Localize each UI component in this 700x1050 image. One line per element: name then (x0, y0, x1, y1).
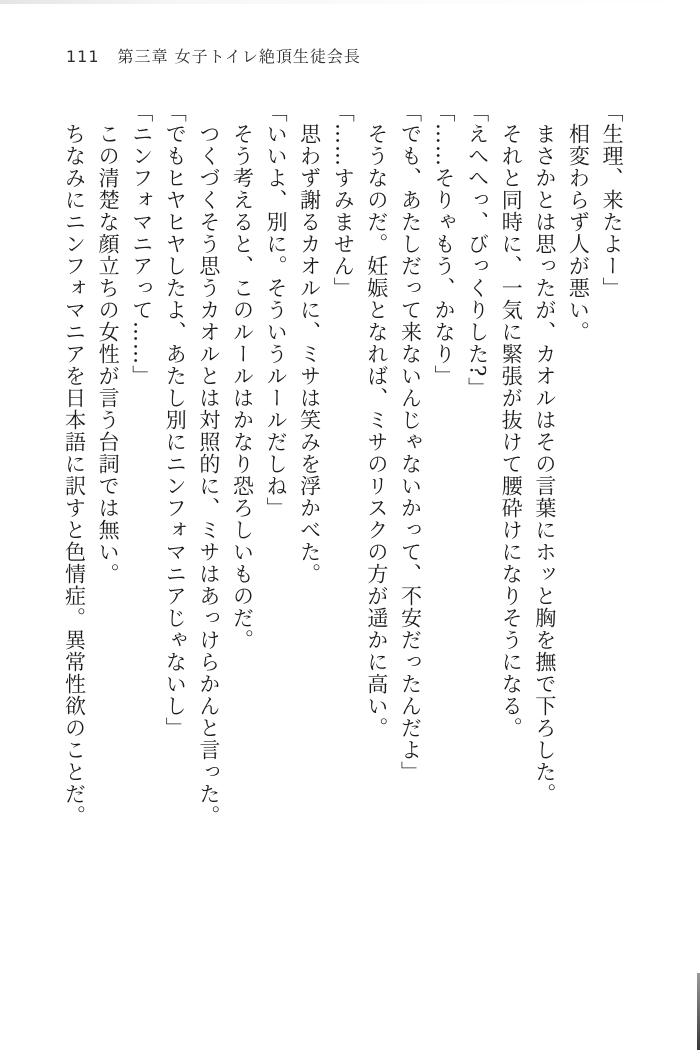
paragraph: 「でも、あたしだって来ないんじゃないかって、不安だったんだよ」 (398, 101, 423, 783)
vertical-text-block (57, 101, 628, 841)
paragraph: 「いいよ、別に。そういうルールだしね」 (264, 101, 289, 519)
chapter-title: 第三章 女子トイレ絶頂生徒会長 (117, 47, 361, 66)
paragraph: それと同時に、一気に緊張が抜けて腰砕けになりそうになる。 (499, 123, 524, 739)
paragraph: 「……すみません」 (331, 101, 356, 299)
paragraph: そうなのだ。妊娠となれば、ミサのリスクの方が遥かに高い。 (364, 123, 389, 739)
paragraph: 思わず謝るカオルに、ミサは笑みを浮かべた。 (297, 123, 322, 585)
paragraph: 「……そりゃもう、かなり」 (432, 101, 457, 387)
paragraph: 「生理、来たよー」 (600, 101, 624, 299)
running-head (66, 44, 361, 67)
paragraph: ちなみにニンフォマニアを日本語に訳すと色情症。異常性欲のことだ。 (62, 123, 87, 827)
paragraph: 相変わらず人が悪い。 (566, 123, 591, 343)
paragraph: まさかとは思ったが、カオルはその言葉にホッと胸を撫で下ろした。 (532, 123, 557, 805)
paragraph: つくづくそう思うカオルとは対照的に、ミサはあっけらかんと言った。 (196, 123, 221, 827)
paragraph: 「ニンフォマニアって……」 (129, 101, 154, 387)
paragraph: この清楚な顔立ちの女性が言う台詞では無い。 (96, 123, 121, 585)
page-number: 111 (66, 47, 100, 66)
scan-edge-shadow-top (0, 0, 700, 4)
paragraph: 「えへへっ、びっくりした?」 (465, 101, 490, 400)
paragraph: 「でもヒヤヒヤしたよ、あたし別にニンフォマニアじゃないし」 (163, 101, 188, 739)
paragraph: そう考えると、このルールはかなり恐ろしいものだ。 (230, 123, 255, 651)
